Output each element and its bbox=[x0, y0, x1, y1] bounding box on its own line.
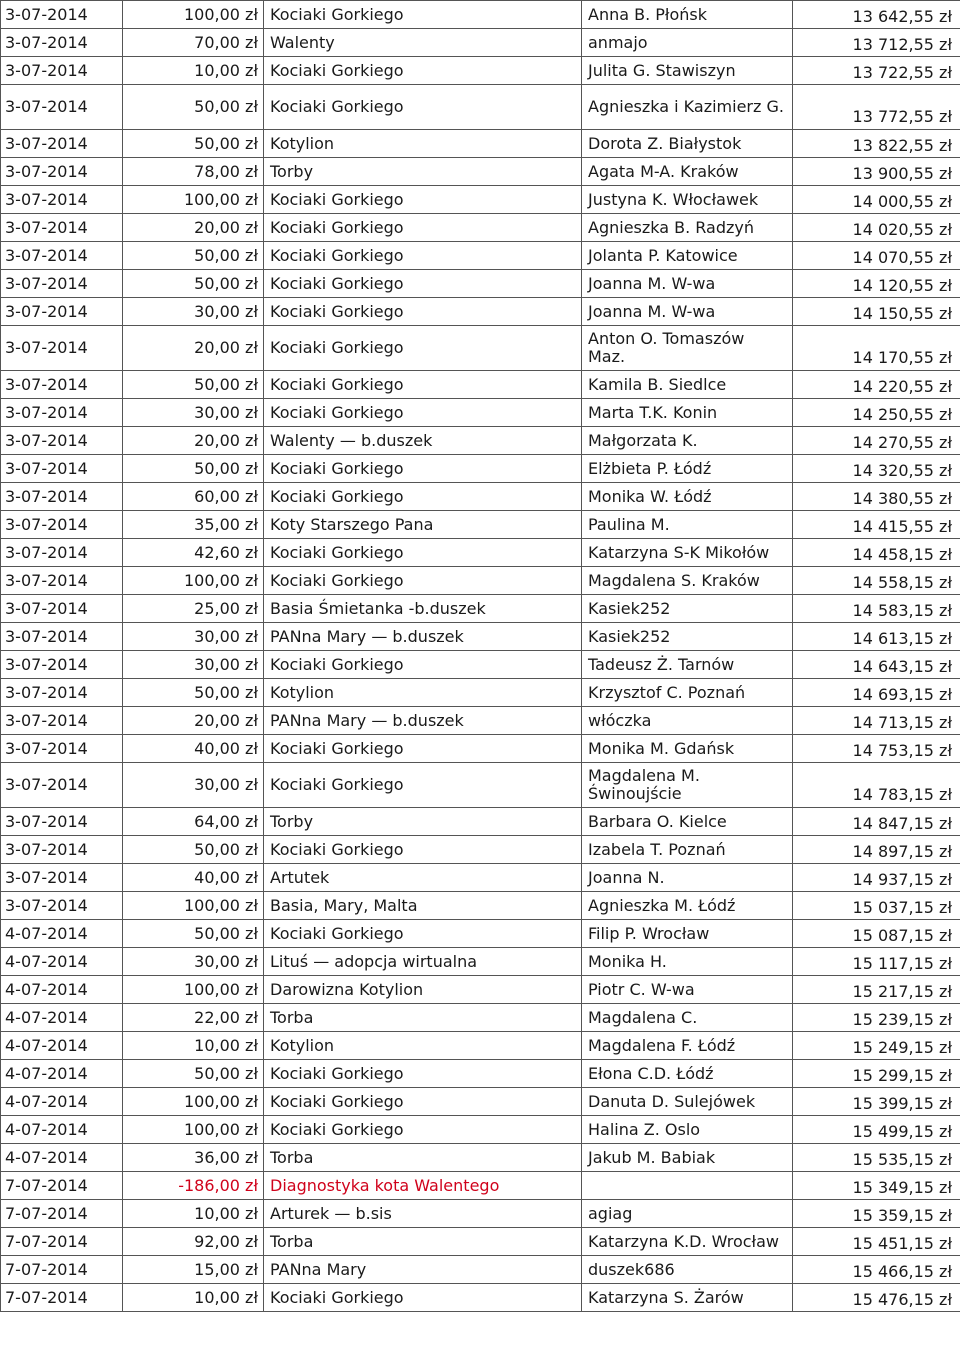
donor-cell: Izabela T. Poznań bbox=[582, 836, 793, 864]
date-cell: 3-07-2014 bbox=[1, 651, 123, 679]
donor-cell: Jolanta P. Katowice bbox=[582, 242, 793, 270]
amount-cell: 100,00 zł bbox=[123, 1088, 264, 1116]
donor-cell: Agata M-A. Kraków bbox=[582, 158, 793, 186]
table-row bbox=[1, 399, 960, 427]
description-cell: Kociaki Gorkiego bbox=[264, 920, 582, 948]
table-row bbox=[1, 1004, 960, 1032]
balance-cell: 14 583,15 zł bbox=[793, 595, 960, 623]
donor-cell: Paulina M. bbox=[582, 511, 793, 539]
table-row bbox=[1, 1172, 960, 1200]
date-cell: 7-07-2014 bbox=[1, 1172, 123, 1200]
table-row bbox=[1, 57, 960, 85]
table-row bbox=[1, 298, 960, 326]
date-cell: 4-07-2014 bbox=[1, 1144, 123, 1172]
amount-cell: 100,00 zł bbox=[123, 892, 264, 920]
description-cell: Kociaki Gorkiego bbox=[264, 57, 582, 85]
donor-cell: włóczka bbox=[582, 707, 793, 735]
donor-cell: Tadeusz Ż. Tarnów bbox=[582, 651, 793, 679]
date-cell: 3-07-2014 bbox=[1, 567, 123, 595]
amount-cell: 30,00 zł bbox=[123, 763, 264, 808]
date-cell: 3-07-2014 bbox=[1, 85, 123, 130]
table-row bbox=[1, 567, 960, 595]
balance-cell: 14 150,55 zł bbox=[793, 298, 960, 326]
table-row bbox=[1, 455, 960, 483]
date-cell: 4-07-2014 bbox=[1, 1088, 123, 1116]
donor-cell: Agnieszka B. Radzyń bbox=[582, 214, 793, 242]
date-cell: 4-07-2014 bbox=[1, 1032, 123, 1060]
balance-cell: 14 380,55 zł bbox=[793, 483, 960, 511]
date-cell: 3-07-2014 bbox=[1, 595, 123, 623]
balance-cell: 13 722,55 zł bbox=[793, 57, 960, 85]
amount-cell: 50,00 zł bbox=[123, 455, 264, 483]
amount-cell: 100,00 zł bbox=[123, 976, 264, 1004]
description-cell: Basia, Mary, Malta bbox=[264, 892, 582, 920]
description-cell: Diagnostyka kota Walentego bbox=[264, 1172, 582, 1200]
balance-cell: 15 217,15 zł bbox=[793, 976, 960, 1004]
balance-cell: 14 753,15 zł bbox=[793, 735, 960, 763]
description-cell: Artutek bbox=[264, 864, 582, 892]
description-cell: Kociaki Gorkiego bbox=[264, 567, 582, 595]
date-cell: 3-07-2014 bbox=[1, 158, 123, 186]
balance-cell: 14 070,55 zł bbox=[793, 242, 960, 270]
description-cell: Kociaki Gorkiego bbox=[264, 298, 582, 326]
balance-cell: 13 642,55 zł bbox=[793, 1, 960, 29]
donor-cell: Joanna M. W-wa bbox=[582, 298, 793, 326]
table-row bbox=[1, 892, 960, 920]
date-cell: 4-07-2014 bbox=[1, 1116, 123, 1144]
date-cell: 3-07-2014 bbox=[1, 679, 123, 707]
table-row bbox=[1, 85, 960, 130]
date-cell: 4-07-2014 bbox=[1, 1060, 123, 1088]
table-row bbox=[1, 864, 960, 892]
table-row bbox=[1, 679, 960, 707]
date-cell: 7-07-2014 bbox=[1, 1200, 123, 1228]
description-cell: Torby bbox=[264, 808, 582, 836]
donor-cell: Joanna M. W-wa bbox=[582, 270, 793, 298]
amount-cell: 20,00 zł bbox=[123, 326, 264, 371]
donor-cell: Anton O. Tomaszów Maz. bbox=[582, 326, 793, 371]
table-row bbox=[1, 1200, 960, 1228]
description-cell: Kociaki Gorkiego bbox=[264, 539, 582, 567]
description-cell: Lituś — adopcja wirtualna bbox=[264, 948, 582, 976]
date-cell: 3-07-2014 bbox=[1, 892, 123, 920]
donor-cell: Katarzyna S-K Mikołów bbox=[582, 539, 793, 567]
balance-cell: 14 613,15 zł bbox=[793, 623, 960, 651]
description-cell: Kociaki Gorkiego bbox=[264, 242, 582, 270]
balance-cell: 14 270,55 zł bbox=[793, 427, 960, 455]
amount-cell: 40,00 zł bbox=[123, 735, 264, 763]
balance-cell: 15 451,15 zł bbox=[793, 1228, 960, 1256]
table-row bbox=[1, 1088, 960, 1116]
amount-cell: 15,00 zł bbox=[123, 1256, 264, 1284]
donor-cell: Magdalena F. Łódź bbox=[582, 1032, 793, 1060]
description-cell: Kociaki Gorkiego bbox=[264, 483, 582, 511]
balance-cell: 14 558,15 zł bbox=[793, 567, 960, 595]
amount-cell: 10,00 zł bbox=[123, 57, 264, 85]
table-row bbox=[1, 511, 960, 539]
balance-cell: 15 249,15 zł bbox=[793, 1032, 960, 1060]
balance-cell: 15 349,15 zł bbox=[793, 1172, 960, 1200]
donor-cell: Monika M. Gdańsk bbox=[582, 735, 793, 763]
table-row bbox=[1, 214, 960, 242]
donor-cell: Katarzyna K.D. Wrocław bbox=[582, 1228, 793, 1256]
date-cell: 4-07-2014 bbox=[1, 920, 123, 948]
description-cell: Torby bbox=[264, 158, 582, 186]
date-cell: 3-07-2014 bbox=[1, 836, 123, 864]
donor-cell: Anna B. Płońsk bbox=[582, 1, 793, 29]
description-cell: PANna Mary — b.duszek bbox=[264, 707, 582, 735]
balance-cell: 14 937,15 zł bbox=[793, 864, 960, 892]
table-row bbox=[1, 976, 960, 1004]
table-row bbox=[1, 427, 960, 455]
balance-cell: 14 000,55 zł bbox=[793, 186, 960, 214]
donor-cell bbox=[582, 1172, 793, 1200]
balance-cell: 14 458,15 zł bbox=[793, 539, 960, 567]
donor-cell: Halina Z. Oslo bbox=[582, 1116, 793, 1144]
amount-cell: 50,00 zł bbox=[123, 679, 264, 707]
donor-cell: Filip P. Wrocław bbox=[582, 920, 793, 948]
description-cell: Kociaki Gorkiego bbox=[264, 763, 582, 808]
date-cell: 3-07-2014 bbox=[1, 371, 123, 399]
table-row bbox=[1, 1032, 960, 1060]
description-cell: Kociaki Gorkiego bbox=[264, 371, 582, 399]
amount-cell: 10,00 zł bbox=[123, 1284, 264, 1312]
donor-cell: Monika H. bbox=[582, 948, 793, 976]
balance-cell: 13 822,55 zł bbox=[793, 130, 960, 158]
description-cell: Kociaki Gorkiego bbox=[264, 1060, 582, 1088]
table-row bbox=[1, 1, 960, 29]
date-cell: 3-07-2014 bbox=[1, 270, 123, 298]
donor-cell: duszek686 bbox=[582, 1256, 793, 1284]
amount-cell: 20,00 zł bbox=[123, 707, 264, 735]
description-cell: Kociaki Gorkiego bbox=[264, 326, 582, 371]
amount-cell: 30,00 zł bbox=[123, 623, 264, 651]
donor-cell: Elżbieta P. Łódź bbox=[582, 455, 793, 483]
amount-cell: 25,00 zł bbox=[123, 595, 264, 623]
date-cell: 7-07-2014 bbox=[1, 1256, 123, 1284]
table-row bbox=[1, 836, 960, 864]
amount-cell: 20,00 zł bbox=[123, 214, 264, 242]
table-row bbox=[1, 326, 960, 371]
date-cell: 3-07-2014 bbox=[1, 455, 123, 483]
date-cell: 3-07-2014 bbox=[1, 539, 123, 567]
table-row bbox=[1, 1284, 960, 1312]
date-cell: 3-07-2014 bbox=[1, 242, 123, 270]
table-row bbox=[1, 242, 960, 270]
description-cell: Kociaki Gorkiego bbox=[264, 836, 582, 864]
date-cell: 3-07-2014 bbox=[1, 864, 123, 892]
donor-cell: agiag bbox=[582, 1200, 793, 1228]
description-cell: Kociaki Gorkiego bbox=[264, 270, 582, 298]
date-cell: 3-07-2014 bbox=[1, 427, 123, 455]
donor-cell: Justyna K. Włocławek bbox=[582, 186, 793, 214]
balance-cell: 14 847,15 zł bbox=[793, 808, 960, 836]
donor-cell: anmajo bbox=[582, 29, 793, 57]
donor-cell: Agnieszka i Kazimierz G. bbox=[582, 85, 793, 130]
balance-cell: 15 037,15 zł bbox=[793, 892, 960, 920]
amount-cell: 36,00 zł bbox=[123, 1144, 264, 1172]
table-row bbox=[1, 1144, 960, 1172]
date-cell: 3-07-2014 bbox=[1, 763, 123, 808]
balance-cell: 14 415,55 zł bbox=[793, 511, 960, 539]
date-cell: 4-07-2014 bbox=[1, 976, 123, 1004]
amount-cell: 30,00 zł bbox=[123, 651, 264, 679]
table-row bbox=[1, 539, 960, 567]
description-cell: Kociaki Gorkiego bbox=[264, 1088, 582, 1116]
donor-cell: Danuta D. Sulejówek bbox=[582, 1088, 793, 1116]
balance-cell: 15 087,15 zł bbox=[793, 920, 960, 948]
balance-cell: 14 170,55 zł bbox=[793, 326, 960, 371]
description-cell: Kociaki Gorkiego bbox=[264, 186, 582, 214]
table-row bbox=[1, 483, 960, 511]
donor-cell: Marta T.K. Konin bbox=[582, 399, 793, 427]
table-row bbox=[1, 1060, 960, 1088]
amount-cell: 60,00 zł bbox=[123, 483, 264, 511]
description-cell: Kociaki Gorkiego bbox=[264, 1116, 582, 1144]
balance-cell: 14 643,15 zł bbox=[793, 651, 960, 679]
description-cell: Kotylion bbox=[264, 679, 582, 707]
table-row bbox=[1, 158, 960, 186]
description-cell: Kociaki Gorkiego bbox=[264, 455, 582, 483]
amount-cell: 35,00 zł bbox=[123, 511, 264, 539]
date-cell: 3-07-2014 bbox=[1, 298, 123, 326]
date-cell: 3-07-2014 bbox=[1, 808, 123, 836]
amount-cell: 42,60 zł bbox=[123, 539, 264, 567]
description-cell: Torba bbox=[264, 1144, 582, 1172]
balance-cell: 15 239,15 zł bbox=[793, 1004, 960, 1032]
donor-cell: Kasiek252 bbox=[582, 623, 793, 651]
description-cell: PANna Mary bbox=[264, 1256, 582, 1284]
donor-cell: Katarzyna S. Żarów bbox=[582, 1284, 793, 1312]
table-row bbox=[1, 595, 960, 623]
balance-cell: 15 299,15 zł bbox=[793, 1060, 960, 1088]
donor-cell: Monika W. Łódź bbox=[582, 483, 793, 511]
amount-cell: -186,00 zł bbox=[123, 1172, 264, 1200]
donor-cell: Agnieszka M. Łódź bbox=[582, 892, 793, 920]
date-cell: 3-07-2014 bbox=[1, 326, 123, 371]
amount-cell: 30,00 zł bbox=[123, 948, 264, 976]
donor-cell: Małgorzata K. bbox=[582, 427, 793, 455]
balance-cell: 13 900,55 zł bbox=[793, 158, 960, 186]
amount-cell: 100,00 zł bbox=[123, 567, 264, 595]
date-cell: 3-07-2014 bbox=[1, 186, 123, 214]
balance-cell: 14 320,55 zł bbox=[793, 455, 960, 483]
amount-cell: 100,00 zł bbox=[123, 1116, 264, 1144]
balance-cell: 15 476,15 zł bbox=[793, 1284, 960, 1312]
date-cell: 3-07-2014 bbox=[1, 130, 123, 158]
balance-cell: 13 772,55 zł bbox=[793, 85, 960, 130]
amount-cell: 50,00 zł bbox=[123, 920, 264, 948]
balance-cell: 15 117,15 zł bbox=[793, 948, 960, 976]
balance-cell: 14 713,15 zł bbox=[793, 707, 960, 735]
amount-cell: 70,00 zł bbox=[123, 29, 264, 57]
balance-cell: 14 220,55 zł bbox=[793, 371, 960, 399]
donor-cell: Joanna N. bbox=[582, 864, 793, 892]
table-row bbox=[1, 763, 960, 808]
balance-cell: 15 499,15 zł bbox=[793, 1116, 960, 1144]
description-cell: Kociaki Gorkiego bbox=[264, 1, 582, 29]
date-cell: 3-07-2014 bbox=[1, 57, 123, 85]
table-row bbox=[1, 371, 960, 399]
donor-cell: Kasiek252 bbox=[582, 595, 793, 623]
balance-cell: 14 020,55 zł bbox=[793, 214, 960, 242]
table-row bbox=[1, 1228, 960, 1256]
description-cell: Kociaki Gorkiego bbox=[264, 214, 582, 242]
amount-cell: 10,00 zł bbox=[123, 1200, 264, 1228]
amount-cell: 100,00 zł bbox=[123, 1, 264, 29]
balance-cell: 15 466,15 zł bbox=[793, 1256, 960, 1284]
amount-cell: 92,00 zł bbox=[123, 1228, 264, 1256]
date-cell: 3-07-2014 bbox=[1, 1, 123, 29]
amount-cell: 50,00 zł bbox=[123, 836, 264, 864]
date-cell: 3-07-2014 bbox=[1, 511, 123, 539]
amount-cell: 50,00 zł bbox=[123, 371, 264, 399]
date-cell: 3-07-2014 bbox=[1, 483, 123, 511]
donor-cell: Krzysztof C. Poznań bbox=[582, 679, 793, 707]
description-cell: Torba bbox=[264, 1228, 582, 1256]
table-row bbox=[1, 651, 960, 679]
balance-cell: 15 535,15 zł bbox=[793, 1144, 960, 1172]
amount-cell: 30,00 zł bbox=[123, 399, 264, 427]
balance-cell: 13 712,55 zł bbox=[793, 29, 960, 57]
balance-cell: 14 250,55 zł bbox=[793, 399, 960, 427]
description-cell: Kociaki Gorkiego bbox=[264, 651, 582, 679]
description-cell: Kotylion bbox=[264, 1032, 582, 1060]
amount-cell: 50,00 zł bbox=[123, 130, 264, 158]
table-row bbox=[1, 707, 960, 735]
balance-cell: 14 120,55 zł bbox=[793, 270, 960, 298]
donor-cell: Kamila B. Siedlce bbox=[582, 371, 793, 399]
amount-cell: 40,00 zł bbox=[123, 864, 264, 892]
description-cell: Walenty bbox=[264, 29, 582, 57]
donor-cell: Piotr C. W-wa bbox=[582, 976, 793, 1004]
table-row bbox=[1, 735, 960, 763]
donations-table-body bbox=[1, 1, 960, 1312]
date-cell: 3-07-2014 bbox=[1, 707, 123, 735]
donor-cell: Barbara O. Kielce bbox=[582, 808, 793, 836]
donor-cell: Julita G. Stawiszyn bbox=[582, 57, 793, 85]
donor-cell: Magdalena M. Świnoujście bbox=[582, 763, 793, 808]
donor-cell: Dorota Z. Białystok bbox=[582, 130, 793, 158]
description-cell: Basia Śmietanka -b.duszek bbox=[264, 595, 582, 623]
donor-cell: Jakub M. Babiak bbox=[582, 1144, 793, 1172]
amount-cell: 30,00 zł bbox=[123, 298, 264, 326]
date-cell: 3-07-2014 bbox=[1, 214, 123, 242]
date-cell: 4-07-2014 bbox=[1, 948, 123, 976]
amount-cell: 50,00 zł bbox=[123, 1060, 264, 1088]
amount-cell: 100,00 zł bbox=[123, 186, 264, 214]
date-cell: 3-07-2014 bbox=[1, 735, 123, 763]
amount-cell: 50,00 zł bbox=[123, 270, 264, 298]
amount-cell: 20,00 zł bbox=[123, 427, 264, 455]
description-cell: Kociaki Gorkiego bbox=[264, 85, 582, 130]
description-cell: Kociaki Gorkiego bbox=[264, 399, 582, 427]
table-row bbox=[1, 948, 960, 976]
table-row bbox=[1, 186, 960, 214]
amount-cell: 22,00 zł bbox=[123, 1004, 264, 1032]
description-cell: Arturek — b.sis bbox=[264, 1200, 582, 1228]
table-row bbox=[1, 623, 960, 651]
description-cell: Kociaki Gorkiego bbox=[264, 1284, 582, 1312]
amount-cell: 64,00 zł bbox=[123, 808, 264, 836]
description-cell: PANna Mary — b.duszek bbox=[264, 623, 582, 651]
amount-cell: 78,00 zł bbox=[123, 158, 264, 186]
table-row bbox=[1, 29, 960, 57]
balance-cell: 14 897,15 zł bbox=[793, 836, 960, 864]
donor-cell: Magdalena C. bbox=[582, 1004, 793, 1032]
date-cell: 4-07-2014 bbox=[1, 1004, 123, 1032]
description-cell: Koty Starszego Pana bbox=[264, 511, 582, 539]
balance-cell: 14 693,15 zł bbox=[793, 679, 960, 707]
amount-cell: 50,00 zł bbox=[123, 85, 264, 130]
description-cell: Kotylion bbox=[264, 130, 582, 158]
balance-cell: 15 399,15 zł bbox=[793, 1088, 960, 1116]
table-row bbox=[1, 808, 960, 836]
amount-cell: 10,00 zł bbox=[123, 1032, 264, 1060]
balance-cell: 15 359,15 zł bbox=[793, 1200, 960, 1228]
date-cell: 3-07-2014 bbox=[1, 29, 123, 57]
donor-cell: Ełona C.D. Łódź bbox=[582, 1060, 793, 1088]
description-cell: Torba bbox=[264, 1004, 582, 1032]
date-cell: 7-07-2014 bbox=[1, 1228, 123, 1256]
date-cell: 3-07-2014 bbox=[1, 399, 123, 427]
table-row bbox=[1, 1256, 960, 1284]
table-row bbox=[1, 270, 960, 298]
table-row bbox=[1, 130, 960, 158]
description-cell: Walenty — b.duszek bbox=[264, 427, 582, 455]
date-cell: 7-07-2014 bbox=[1, 1284, 123, 1312]
table-row bbox=[1, 920, 960, 948]
date-cell: 3-07-2014 bbox=[1, 623, 123, 651]
description-cell: Darowizna Kotylion bbox=[264, 976, 582, 1004]
amount-cell: 50,00 zł bbox=[123, 242, 264, 270]
balance-cell: 14 783,15 zł bbox=[793, 763, 960, 808]
table-row bbox=[1, 1116, 960, 1144]
donor-cell: Magdalena S. Kraków bbox=[582, 567, 793, 595]
description-cell: Kociaki Gorkiego bbox=[264, 735, 582, 763]
